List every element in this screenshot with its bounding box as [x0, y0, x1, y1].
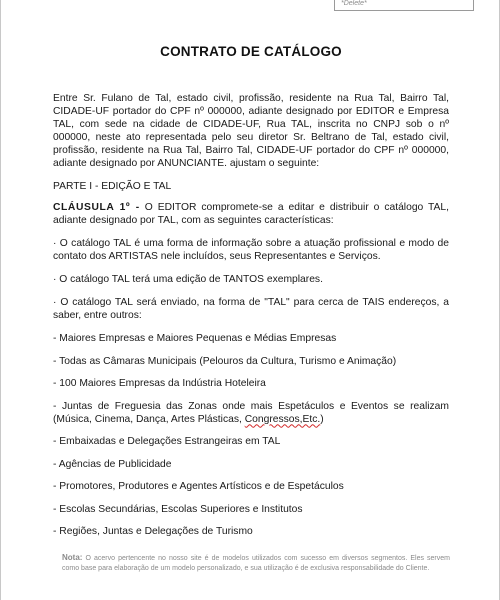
footer-note — [62, 553, 450, 573]
clause-text: O EDITOR compromete-se a editar e distribuir o catálogo TAL, adiante designado por TAL, com as seguintes características: — [53, 202, 450, 226]
list-item: - Escolas Secundárias, Escolas Superiores e Institutos — [53, 503, 303, 515]
note-label: Nota: — [62, 553, 83, 562]
bullet-paragraph: · O catálogo TAL terá uma edição de TANTOS exemplares. — [53, 274, 323, 285]
intro-paragraph: Entre Sr. Fulano de Tal, estado civil, profissão, residente na Rua Tal, Bairro Tal, CIDADE-UF portador do CPF nº 000000, adiante designado por EDITOR e Empresa TAL, com sede na cidade de CIDADE-UF, Rua TAL, inscrita no CNPJ sob o nº 000000, neste ato representada pelo seu diretor Sr. Beltrano de Tal, estado civil, profissão, residente na Rua Tal, Bairro Tal, CIDADE-UF portador do CPF nº 000000, adiante designado por ANUNCIANTE. ajustam o seguinte: — [53, 93, 449, 169]
list-item: - Embaixadas e Delegações Estrangeiras em TAL — [53, 436, 281, 447]
clause-label: CLÁUSULA 1º - — [53, 202, 140, 213]
list-item-text: - Juntas de Freguesia das Zonas onde mais Espetáculos e Eventos se realizam (Música, Cinema, Dança, Artes Plásticas, — [53, 400, 449, 425]
bullet-paragraph: · O catálogo TAL será enviado, na forma de "TAL" para cerca de TAIS endereços, a saber, entre outros: — [53, 297, 449, 321]
list-item: - Agências de Publicidade — [53, 458, 172, 470]
list-item-text-end: ) — [320, 413, 324, 425]
document-title: CONTRATO DE CATÁLOGO — [160, 44, 342, 59]
list-item: - Todas as Câmaras Municipais (Pelouros da Cultura, Turismo e Animação) — [53, 355, 397, 367]
clause-paragraph — [53, 201, 449, 227]
bullet-paragraph: · O catálogo TAL é uma forma de informação sobre a atuação profissional e modo de contato dos ARTISTAS nele incluídos, seus Representantes e Serviços. — [53, 238, 449, 262]
delete-button[interactable]: *Delete* — [334, 0, 474, 11]
list-item: - Maiores Empresas e Maiores Pequenas e Médias Empresas — [53, 333, 337, 344]
spellcheck-flagged-text: Congressos,Etc. — [244, 413, 321, 425]
list-item: - Regiões, Juntas e Delegações de Turismo — [53, 526, 253, 537]
part-heading: PARTE I - EDIÇÃO E TAL — [53, 181, 172, 192]
list-item: - 100 Maiores Empresas da Indústria Hoteleira — [53, 378, 266, 389]
list-item: - Promotores, Produtores e Agentes Artísticos e de Espetáculos — [53, 481, 344, 492]
document-body — [53, 92, 449, 548]
list-item — [53, 400, 449, 426]
note-text: O acervo pertencente no nosso site é de modelos utilizados com sucesso em diversos segmentos. Eles servem como base para elaboração de um modelo personalizado, e sua utilização é de exclusiva responsabilidade do Cliente. — [62, 555, 450, 572]
